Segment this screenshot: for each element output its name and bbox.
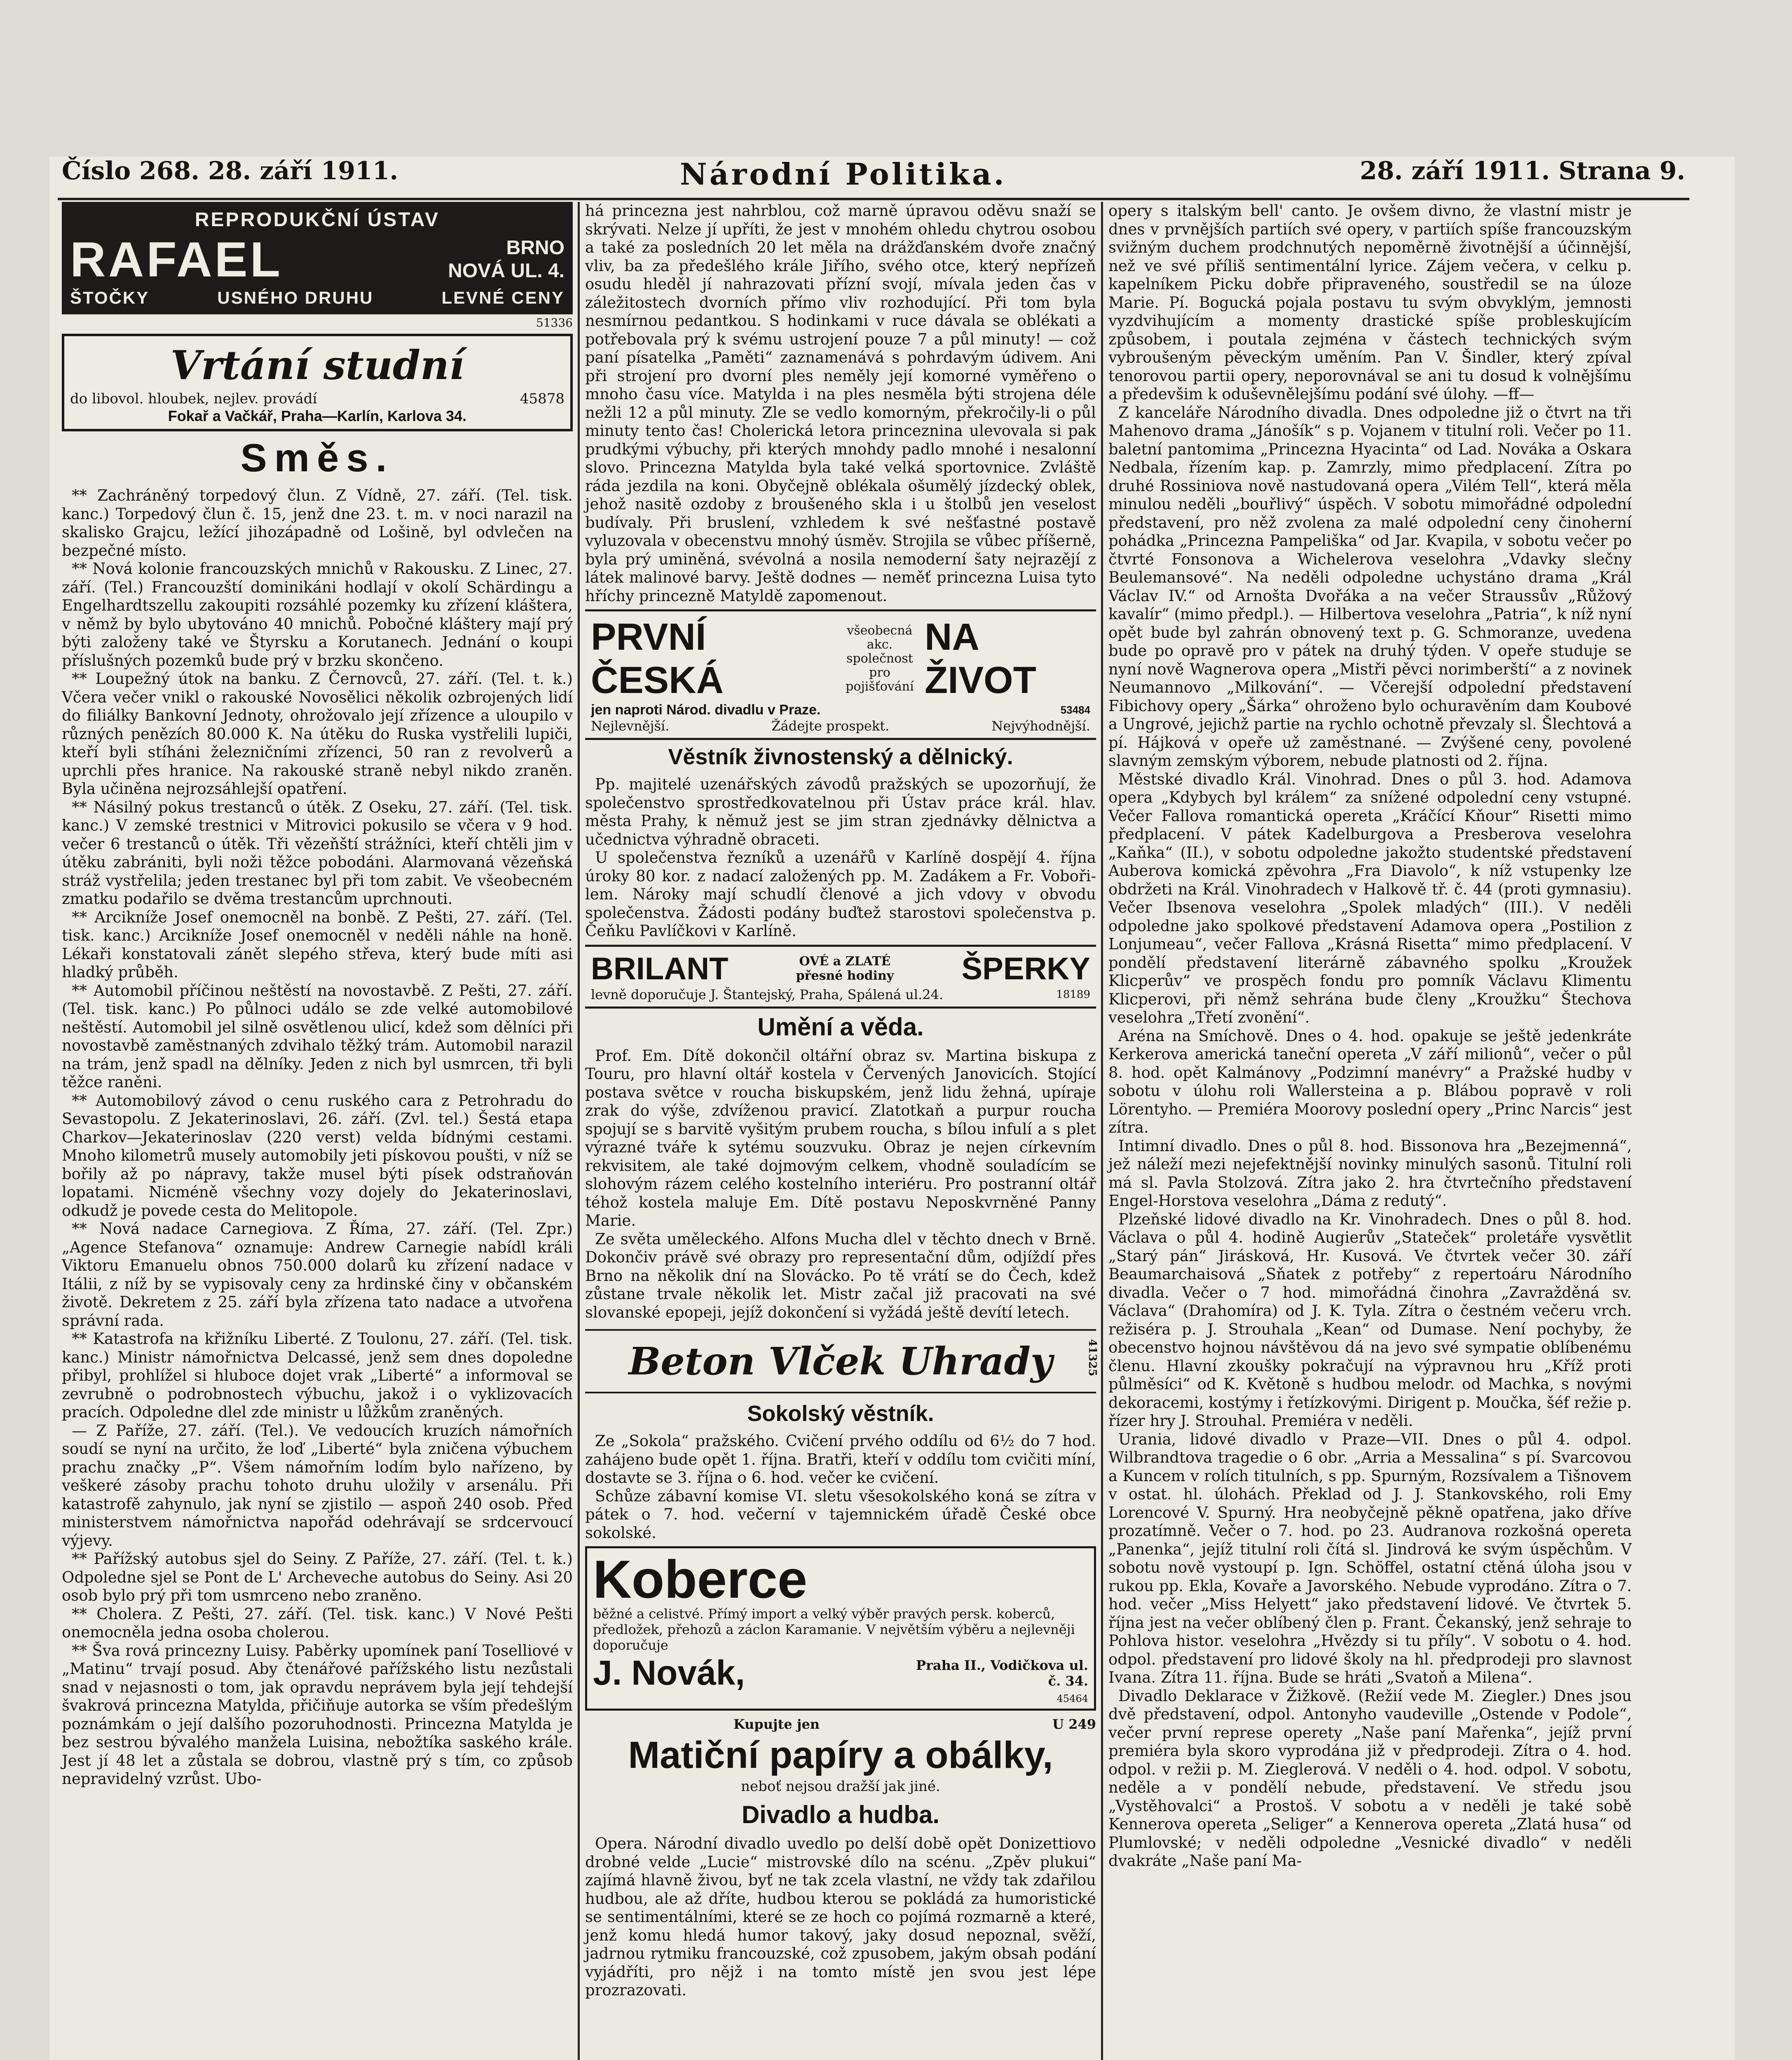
ad-matic-big: Matiční papíry a obálky, <box>628 1734 1053 1776</box>
article-paragraph: ** Šva rová princezny Luisy. Paběrky upomínek paní Toselliové v „Matinu“ trvají posud. Aby čtenářové pařížského listu nezůstali snad v nejasnosti o tom, jak opravdu neprávem byla její tehdejší švakrová princezna Matylda, přičiňuje autorka se vším předešlým poznámkám o její dalšího pozoruhodnosti. Princezna Matylda je bez sestrou bývalého manžela Luisina, nebožtíka saského krále. Jest jí 48 let a zůstala se dobrou, vlastně prý s tím, co způsob nepravidelný vzrůst. Ubo- <box>62 1641 573 1788</box>
ad-pojist-right: NA ŽIVOT <box>925 616 1036 701</box>
article-paragraph: Ze světa uměleckého. Alfons Mucha dlel v těchto dnech v Brně. Dokončiv právě své obrazy pro representační dům, odjíždí přes Brno na několik dní na Slovácko. Po tě vrátí se do Čech, kdež zůstane trvale několik let. Mistr začal již pracovati na své slovanské epopeji, jejíž dokončení si vyžádá ještě devítí letech. <box>585 1230 1096 1321</box>
article-paragraph: ** Arcikníže Josef onemocněl na bonbě. Z Pešti, 27. září. (Tel. tisk. kanc.) Arcikníže Josef onemocněl v neděli náhle na honě. Lékaři konstatovali zánět slepého střeva, který bude míti asi hladký průběh. <box>62 908 573 981</box>
header-rule <box>58 198 1689 200</box>
ad-matic-top: Kupujte jen <box>733 1716 820 1732</box>
section-heading-sokol: Sokolský věstník. <box>747 1401 934 1426</box>
ad-pojist-mid-line: pro <box>869 665 890 680</box>
page-header <box>62 157 1685 202</box>
section-heading-vestnik: Věstník živnostenský a dělnický. <box>668 744 1013 769</box>
ad-vrtani-code: 45878 <box>520 391 565 407</box>
column-divider <box>1101 202 1103 2060</box>
article-paragraph: ** Katastrofa na křižníku Liberté. Z Toulonu, 27. září. (Tel. tisk. kanc.) Ministr námořnictva Delcassé, jenž sem dnes dopoledne přibyl, prohlížel si hlubocе dojet vrak „Liberté“ a informoval se zevrubně o podrobnostech výbuchu, jakož i o vyklizovacích pracích. Odpoledne dlel zde ministr u lůžkům zraněných. <box>62 1330 573 1421</box>
article-paragraph: Ze „Sokola“ pražského. Cvičení prvého oddílu od 6½ do 7 hod. zahájeno bude opět 1. října. Bratři, kteří v oddílu tom cvičiti míní, dostavte se 3. října o 6. hod. večer ke cvičení. <box>585 1432 1096 1486</box>
section-heading-umeni: Umění a věda. <box>757 1013 924 1041</box>
column-3 <box>1108 202 1632 2060</box>
ad-pojist-f1: Nejlevnější. <box>591 718 670 734</box>
article-paragraph: ** Automobil příčinou neštěstí na novostavbě. Z Pešti, 27. září. (Tel. tisk. kanc.) Po půlnoci událo se zde velké automobilové neštěstí. Automobil jel silně osvětlenou ulicí, kdež som dělníci při novostavbě zaměstnaných zdvihalo těžký trám. Automobil narazil na trám, jenž spadl na dělníky. Jeden z nich byl usmrcen, tři byli těžce raněni. <box>62 981 573 1091</box>
ad-koberce-text: běžné a celistvé. Přímý import a velký výběr pravých persk. koberců, předložek, přehozů a záclon Karamanie. V největším výběru a nejlevněji doporučuje <box>593 1606 1075 1653</box>
ad-rafael-line3c: LEVNÉ CENY <box>441 288 565 307</box>
section-heading-smes: Směs. <box>240 436 394 480</box>
article-paragraph: ** Nová kolonie francouzských mnichů v Rakousku. Z Linec, 27. září. (Tel.) Francouzští dominikáni hodlají v okolí Schärdingu a Engelhardtszellu zakoupiti rozsáhlé pozemky ku zřízení kláštera, v němž by bylo ubytováno 40 mnichů. Pobočné kláštery mají prý býti založeny také ve Štyrsku a Korutanech. Jednání o koupi příslušných pozemků bude prý v brzku skončeno. <box>62 560 573 670</box>
ad-vrtani-title: Vrtání studní <box>170 342 464 389</box>
column-2 <box>585 202 1099 2060</box>
ad-koberce-code: 45464 <box>1056 1693 1088 1704</box>
article-paragraph: Intimní divadlo. Dnes o půl 8. hod. Bissonova hra „Bezejmenná“, jež náleží mezi nejefektnější novinky minulých sasonů. Titulní roli má sl. Pavla Stolzová. Zítra jako 2. hra čtvrtečního představení Engel-Horstova veselohra „Dáma z redutý“. <box>1108 1137 1632 1210</box>
article-paragraph: ** Automobilový závod o cenu ruského cara z Petrohradu do Sevastopolu. Z Jekaterinoslavi, 26. září. (Zvl. tel.) Šestá etapa Charkov—Jekaterinoslav (220 verst) velda bídnými cestami. Mnoho kilometrů musely automobily jeti pískovou poušti, v níž se bořily až po nápravy, takže musel býti písek odstraňován lopatami. Nicméně všechny vozy dojely do Jekaterinoslavi, odkudž je povede cesta do Melitopole. <box>62 1091 573 1220</box>
ad-beton <box>585 1329 1099 1393</box>
ad-rafael-line3b: USNÉHO DRUHU <box>217 288 374 307</box>
issue-number: Číslo 268. 28. září 1911. <box>62 157 398 185</box>
ad-pojist-sub: jen naproti Národ. divadlu v Praze. <box>591 702 821 718</box>
article-paragraph: Plzeňské lidové divadlo na Kr. Vinohradech. Dnes o půl 8. hod. Václava o půl 4. hodině Augierův „Stateček“ proletáře vysvětlit „Starý pán“ Jirásková, Hr. Kusová. Ve čtvrtek večer 30. září Beaumarchaisová „Sňatek z potřeby“ z repertoáru Národního divadla. Večer o 7 hod. mimořádná činohra „Zavražděná sv. Václava“ (Drahomíra) od J. K. Tyla. Zítra o čestném večeru vrch. režiséra p. J. Strouhala „Kean“ od Dumase. Není pochyby, že obecenstvo hojnou návštěvou dá na jevo své sympatie oblíbenému členu. Hlavní zkoušky pokračují na výpravnou hru „Kříž proti půlměsíci“ od K. Květoně s hudbou melodr. od Machka, s novými dekoracemi, kostýmy i řetízkovými. Dirigent p. Moučka, šéf režie p. řízer hry J. Strouhal. Premiéra v neděli. <box>1108 1210 1632 1430</box>
section-heading-divadlo: Divadlo a hudba. <box>741 1801 940 1828</box>
article-paragraph: ** Nová nadace Carnegiova. Z Říma, 27. září. (Tel. Zpr.) „Agence Stefanova“ oznamuje: Andrew Carnegie nabídl králi Viktoru Emanuelu obnos 750.000 dolarů ku zřízení nadace v Itálii, z níž by se vypisovaly ceny za hrdinské činy v občanském životě. Dekretem z 25. září byla zřízena tato nadace a utvořena správní rada. <box>62 1220 573 1330</box>
ad-koberce-big: Koberce <box>593 1549 808 1609</box>
col1-articles <box>62 487 573 1788</box>
article-paragraph: ** Pařížský autobus sjel do Seiny. Z Paříže, 27. září. (Tel. t. k.) Odpoledne sjel se Pont de L' Archeveche autobus do Seiny. Asi 20 osob bylo prý při tom usmrceno nebo zraněno. <box>62 1550 573 1604</box>
ad-brilant-sub: levně doporučuje J. Štantejský, Praha, Spálená ul.24. <box>591 986 944 1002</box>
page-date: 28. září 1911. Strana 9. <box>1360 157 1685 185</box>
col2-article-continuation <box>585 202 1096 605</box>
col2-umeni-articles <box>585 1047 1096 1322</box>
ad-matic-bottom: neboť nejsou dražší jak jiné. <box>741 1778 940 1795</box>
ad-koberce-addr: Praha II., Vodičkova ul. č. 34. <box>916 1657 1088 1689</box>
ad-vrtani-line2: Fokař a Vačkář, Praha—Karlín, Karlova 34. <box>168 407 467 424</box>
article-paragraph: Z kanceláře Národního divadla. Dnes odpoledne již o čtvrt na tři Mahenovo drama „Jánošík“ s p. Vojanem v titulní roli. Večer po 11. baletní pantomima „Princezna Hyacinta“ od Lad. Nováka a Oskara Nedbala, řízením kap. p. Zamrzly, mimo předplacení. Zítra po druhé Rossiniova nově nastudovaná opera „Vilém Tell“, která měla minulou neděli „bouřlivý“ úspěch. V sobotu mimořádné odpolední představení, pro něž zvolena za malé odpolední ceny činoherní pohádka „Princezna Pampeliška“ od Jar. Kvapila, v sobotu večer po čtvrté Fonsonova a Wichelerova veselohra „Vdavky slečny Beulemansové“. Na neděli odpoledne uchystáno drama „Král Václav IV.“ od Arnošta Dvořáka a na večer Straussův „Růžový kavalír“ (mimo předpl.). — Hilbertova veselohra „Patria“, k níž nyní opět bude byl zahrán obnovený text p. G. Schmoranze, uvedena bude po opravě pro v pátek na druhý týden. V opeře studuje se nyní nově Wagnerova opera „Mistři pěvci norimberští“ a z novinek Neumannovo „Milkování“. — Včerejší odpolední představení Fibichovy opery „Šárka“ ohroženo bylo ochuravěním dam Koubové a Ungrové, jejichž partie na rychlo ochotně převzaly sl. Šlechtová a pí. Hájková v opeře už zaměstnané. — Zvýšené ceny, povolené slavným zemským výborem, nebude platnosti od 2. října. <box>1108 403 1632 770</box>
col2-divadlo-articles <box>585 1835 1096 2000</box>
col2-sokol-articles <box>585 1432 1096 1542</box>
ad-beton-text: Beton Vlček Uhrady <box>628 1339 1053 1383</box>
ad-rafael-logo: RAFAEL <box>70 232 283 287</box>
article-paragraph: ** Loupežný útok na banku. Z Černovců, 27. září. (Tel. t. k.) Včera večer vnikl o rakouské Novosělici několik ozbrojených lidí do filiálky Bankovní Jednoty, ohrožovalo její zřízence a uloupilo v různých penězích 80.000 K. Na útěku do Ruska vystřelili lupiči, kteří byli stíháni železničními zřízenci, 50 ran z revolverů a uprchli přes hranice. Na rakouské straně nebyl nikdo zraněn. Byla učiněna nejrozsáhlejší opatření. <box>62 670 573 798</box>
article-paragraph: U společenstva řezníků a uzenářů v Karlíně dospějí 4. října úroky 80 kor. z nadací založených pp. M. Zadákem a Fr. Vobořilem. Nároky mají schudlí členové a jich vdovy v obvodu společenstva. Žádosti podány buďtež starostovi společenstva p. Čeňku Pavlíčkovi v Karlíně. <box>585 849 1096 940</box>
ad-matic <box>585 1716 1096 1795</box>
ad-rafael-line3a: ŠTOČKY <box>70 288 150 307</box>
article-paragraph: opery s italským bell' canto. Je ovšem divno, že vlastní mistr je dnes v prvnějších partiích své opery, v partiích spíše francouzským svižným duchem prodchnutých nepoměrně životnější a účinnější, než ve své příliš sentimentální lyrice. Zájem večera, v celku p. kapelníkem Picku dobře připraveného, soustředil se na úloze Marie. Pí. Bogucká pojala postavu tu svým obvyklým, jemnosti vyzdvihujícím a momenty drastické spíše probleskujícím způsobem, i poutala zejména v částech technických svým vybroušeným pěveckým uměním. Pan V. Šindler, který zpíval tenorovou partii opery, neporovnával se ani tu dosud k volnějšímu a předevšim k oduševnělejšímu podání své úlohy. —ff— <box>1108 202 1632 403</box>
col2-vestnik-articles <box>585 775 1096 941</box>
article-paragraph: Pp. majitelé uzenářských závodů pražských se upozorňují, že společenstvo sprostředkovatelnou při Ústav práce král. hlav. města Prahy, k němuž jest se jim stran zjednávky dělnictva a učednictva výhradně obraceti. <box>585 775 1096 848</box>
ad-rafael <box>62 202 573 314</box>
ad-vrtani <box>62 334 573 431</box>
newspaper-title: Národní Politika. <box>680 157 1007 192</box>
ad-pojistovna <box>585 609 1096 740</box>
article-paragraph: Schůze zábavní komise VI. sletu všesokolského koná se zítra v pátek o 7. hod. večerní v tajemnickém úřadě České obce sokolské. <box>585 1487 1096 1542</box>
ad-rafael-code: 51336 <box>536 316 573 330</box>
ad-rafael-city: BRNO <box>506 237 565 259</box>
ad-brilant <box>585 945 1096 1009</box>
article-paragraph: Městské divadlo Král. Vinohrad. Dnes o půl 3. hod. Adamova opera „Kdybych byl králem“ za snížené odpolední ceny vstupné. Večer Fallova romantická opereta „Kráčící Kňour“ Risetti mimo předplacení. V pátek Kadelburgova a Presberova veselohra „Kaňka“ (II.), v sobotu odpoledne jakožto studentské představení Auberova komická zpěvohra „Fra Diavolo“, k níž vstupenky lze obdržeti na Král. Vinohradech v Halkově tř. č. 44 (proti gymnasiu). Večer Ibsenova veselohra „Spolek mladých“ (III.). V neděli odpoledne jako spolkové představení Adamova opera „Postilion z Lonjumeau“, večer Fallova „Krásná Risetta“ mimo předplacení. V pondělí představení literárně zábavného spolku „Kroužek Klicperův“ ve prospěch fondu pro pomník Václavu Klimentu Klicperovi, při němž sehrána bude členy „Kroužku“ Štechova veselohra „Třetí zvonění“. <box>1108 770 1632 1026</box>
ad-brilant-left: BRILANT <box>591 951 729 986</box>
ad-pojist-left: PRVNÍ ČESKÁ <box>591 616 724 701</box>
ad-brilant-right: ŠPERKY <box>961 951 1090 986</box>
article-paragraph: Urania, lidové divadlo v Praze—VII. Dnes o půl 4. odpol. Wilbrandtova tragedie o 6 obr. „Arria a Messalina“ s pí. Svarcovou a Kuncem v rolích titulních, s pp. Spurným, Rozsívalem a Tišnovem v ostat. hl. úlohách. Překlad od J. J. Stankovského, roli Emy Lorencové V. Spurný. Hra neobyčejně pěkně opatřena, jako dříve prozatímně. Večer o 7. hod. po 23. Audranova rozkošná opereta „Panenka“, jejíž titulní roli čítá sl. Jindrová ke svým úspěchům. V sobotu nově vystoupí p. Ign. Schöffel, ostatní ctěná úloha jsou v rukou pp. Ekla, Kovaře a Javorského. Nebude vyprodáno. Zítra o 7. hod. večer „Miss Helyett“ jako představení lidové. Ve čtvrtek 5. října jest na večer oblíbený člen p. Frant. Čekanský, jenž sehraje to Pohlova histor. veselohra „Hvězdy si tu příly“. V sobotu o 4. hod. odpol. představení pro lidové školy na hl. předprodeji pro slavnost Ivana. Zítra 11. října. Bude se hráti „Svatoň a Milena“. <box>1108 1430 1632 1686</box>
article-paragraph: Aréna na Smíchově. Dnes o 4. hod. opakuje se ještě jedenkráte Kerkerova americká taneční opereta „V září milionů“, večer o půl 8. hod. opět Kalmánovy „Podzimní manévry“ a Pražské hudby v sobotu v úlohu roli Wallersteina a p. Blábou popravě v roli Lörentyho. — Premiéra Moorovy poslední opery „Princ Narcis“ jest zítra. <box>1108 1027 1632 1136</box>
ad-pojist-mid-line: společnost <box>846 651 913 666</box>
ad-brilant-code: 18189 <box>1056 988 1090 1001</box>
column-1 <box>62 202 573 2060</box>
ad-koberce-name: J. Novák, <box>593 1653 745 1692</box>
ad-pojist-mid-line: všeobecná akc. <box>847 623 913 652</box>
ad-pojist-f2: Žádejte prospekt. <box>771 718 890 734</box>
article-paragraph: Opera. Národní divadlo uvedlo po delší době opět Donizettiovo drobné velde „Lucie“ mistrovské dílo na scénu. „Zpěv plukui“ zajímá hlavně živou, byť ne tak zcela vlastní, ne vždy tak zdařilou hudbou, ale až dříte, hudbou kterou se pokládá za humoristické se sentimentálními, které se ze hoch co pojímá rozmarně a které, jenž komu hledá humor takový, jaky dosud nepoznal, svěží, jadrnou rytmiku francouzské, což zpusobem, jakým obsah podání vyjádříti, pro nějž i na tomto místě jen svou jest lépe prozrazovati. <box>585 1835 1096 1999</box>
ad-brilant-mid1: OVÉ a ZLATÉ <box>799 954 891 969</box>
article-paragraph: ** Zachráněný torpedový člun. Z Vídně, 27. září. (Tel. tisk. kanc.) Torpedový člun č. 15, jenž dne 23. t. m. v noci narazil na skalisko Grajcu, ležící jihozápadně od Lošině, byl odvlečen na bezpečné místo. <box>62 487 573 559</box>
article-paragraph: — Z Paříže, 27. září. (Tel.). Ve vedoucích kruzích námořních soudí se nyní na určito, že loď „Liberté“ byla zničena výbuchem prachu značky „P“. Všem námořním lodím bylo nařízeno, by veškeré zásoby prachu tohoto druhu uložily v arsenálu. Při katastrofě zahynulo, jak nyní se zjistilo — aspoň 240 osob. Před ministerstvem námořnictva napořád odehrávají se srdcervoucí výjevy. <box>62 1421 573 1550</box>
column-divider <box>578 202 580 2060</box>
article-paragraph: ** Cholera. Z Pešti, 27. září. (Tel. tisk. kanc.) V Nové Pešti onemocněla jedna osoba cholerou. <box>62 1605 573 1641</box>
article-paragraph: ** Násilný pokus trestanců o útěk. Z Oseku, 27. září. (Tel. tisk. kanc.) V zemské trestnici v Mitrovici pokusilo se včera v 9 hod. večer 6 trestanců o útěk. Tři vězeňští strážníci, kteří chtěli jim v útěku zabrániti, byli noži těžce pobodáni. Alarmovaná vězeňská stráž vystřelila; jeden trestanec byl při tom zabit. Ve všeobecném zmatku podařilo se dvěma trestancům uprchnouti. <box>62 798 573 908</box>
ad-matic-code: U 249 <box>1052 1716 1096 1732</box>
ad-brilant-mid2: přesné hodiny <box>796 969 894 983</box>
ad-beton-code: 41325 <box>1086 1339 1099 1376</box>
article-paragraph: há princezna jest nahrblou, což marně úpravou oděvu snaží se skrývati. Nelze jí upříti, že jest v mnohém ohledu chytrou osobou a také za posledních 20 let měla na drážďanském dvoře značný vliv, ba za předešlého krále Jiřího, svého otce, který nepřízeň osudu hleděl jí nahrazovati přízní svojí, mívala jeden čas v záležitostech dvorních přímo vliv rozhodující. Při tom byla nesmírnou pedantkou. S hodinkami v ruce dávala se oblékati a potřebovala prý k svému ustrojení pouze 7 a půl minuty! — což paní písatelka „Paměti“ zaznamenává s pohrdavým údivem. Ani při strojení pro dvorní ples neměly její komorné vyměřeno o mnoho času více. Matylda i na ples nesměla býti strojena déle nežli 12 a půl minuty. Zle se vedlo komorným, překročily-li o půl minuty tento čas! Cholerická letora princeznina ulevovala si pak prudkými výbuchy, při kterých mnohdy padlo mnohé i nesalonní slovo. Princezna Matylda byla také velká sportovnice. Zvláště ráda jezdila na koni. Obyčejně oblékala ošumělý jízdecký oblek, jehož nasitě ozdoby z broušeného skla i u štolbů jen veselost budívaly. Při bruslení, vzhledem k své nešťastné postavě vyluzovala v obecenstvu mnohý úsměv. Strojila se vůbec příšerně, byla prý uminěná, svévolná a nosila nemoderní šaty nejrazějí z látek malinové barvy. Ještě dodnes — neměť princezna Luisa tyto hříchy princezně Matyldě zapomenout. <box>585 202 1096 605</box>
ad-rafael-address: NOVÁ UL. 4. <box>448 260 565 282</box>
ad-rafael-line1: REPRODUKČNÍ ÚSTAV <box>194 209 440 231</box>
ad-vrtani-line1: do libovol. hloubek, nejlev. provádí <box>70 391 317 407</box>
ad-pojist-f3: Nejvýhodnější. <box>991 718 1090 734</box>
article-paragraph: Divadlo Deklarace v Žižkově. (Režií vede M. Ziegler.) Dnes jsou dvě představení, odpol. Antonyho vaudeville „Ostende v Podole“, večer první represe operety „Naše paní Mařenka“, jejíž první premiéra byla skoro vyprodána již v předprodeji. Zítra o 4. hod. odpol. v režii p. M. Zieglerová. V neděli o 4. hod. odpol. V sobotu, neděle a v pondělí nebude, představení. Ve středu jsou „Vystěhovalci“ a Prostoš. V sobotu a v neděli je také sobě Kennerova opereta „Seliger“ a Kennerova opereta „Zlatá husa“ od Plumlovské; v neděli odpoledne „Vesnické divadlo“ v neděli dvakráte „Naše paní Ma- <box>1108 1687 1632 1870</box>
col3-articles <box>1108 202 1632 1870</box>
article-paragraph: Prof. Em. Dítě dokončil oltářní obraz sv. Martina biskupa z Touru, pro hlavní oltář kostela v Červených Janovicích. Stojící postava světce v roucha biskupském, jenž lidu žehná, upíraje zrak do výše, zdvíženou pravicí. Zlatotkaň a purpur roucha spojují se s barvitě vyšitým prubem roucha, s bílou infulí a s plet výrazné tváře k sytému souzvuku. Obraz je nejen církevním rekvisitem, ale také dojmovým celkem, vhodně souladícím se slohovým rázem celého kostelního interiéru. Pro postranní oltář téhož kostela maluje Em. Dítě postavu Neposkvrněné Panny Marie. <box>585 1046 1096 1229</box>
ad-pojist-code: 53484 <box>1060 704 1090 716</box>
ad-koberce <box>585 1546 1096 1711</box>
ad-pojist-mid-line: pojišťování <box>846 679 914 694</box>
ad-pojist-mid <box>835 624 925 694</box>
